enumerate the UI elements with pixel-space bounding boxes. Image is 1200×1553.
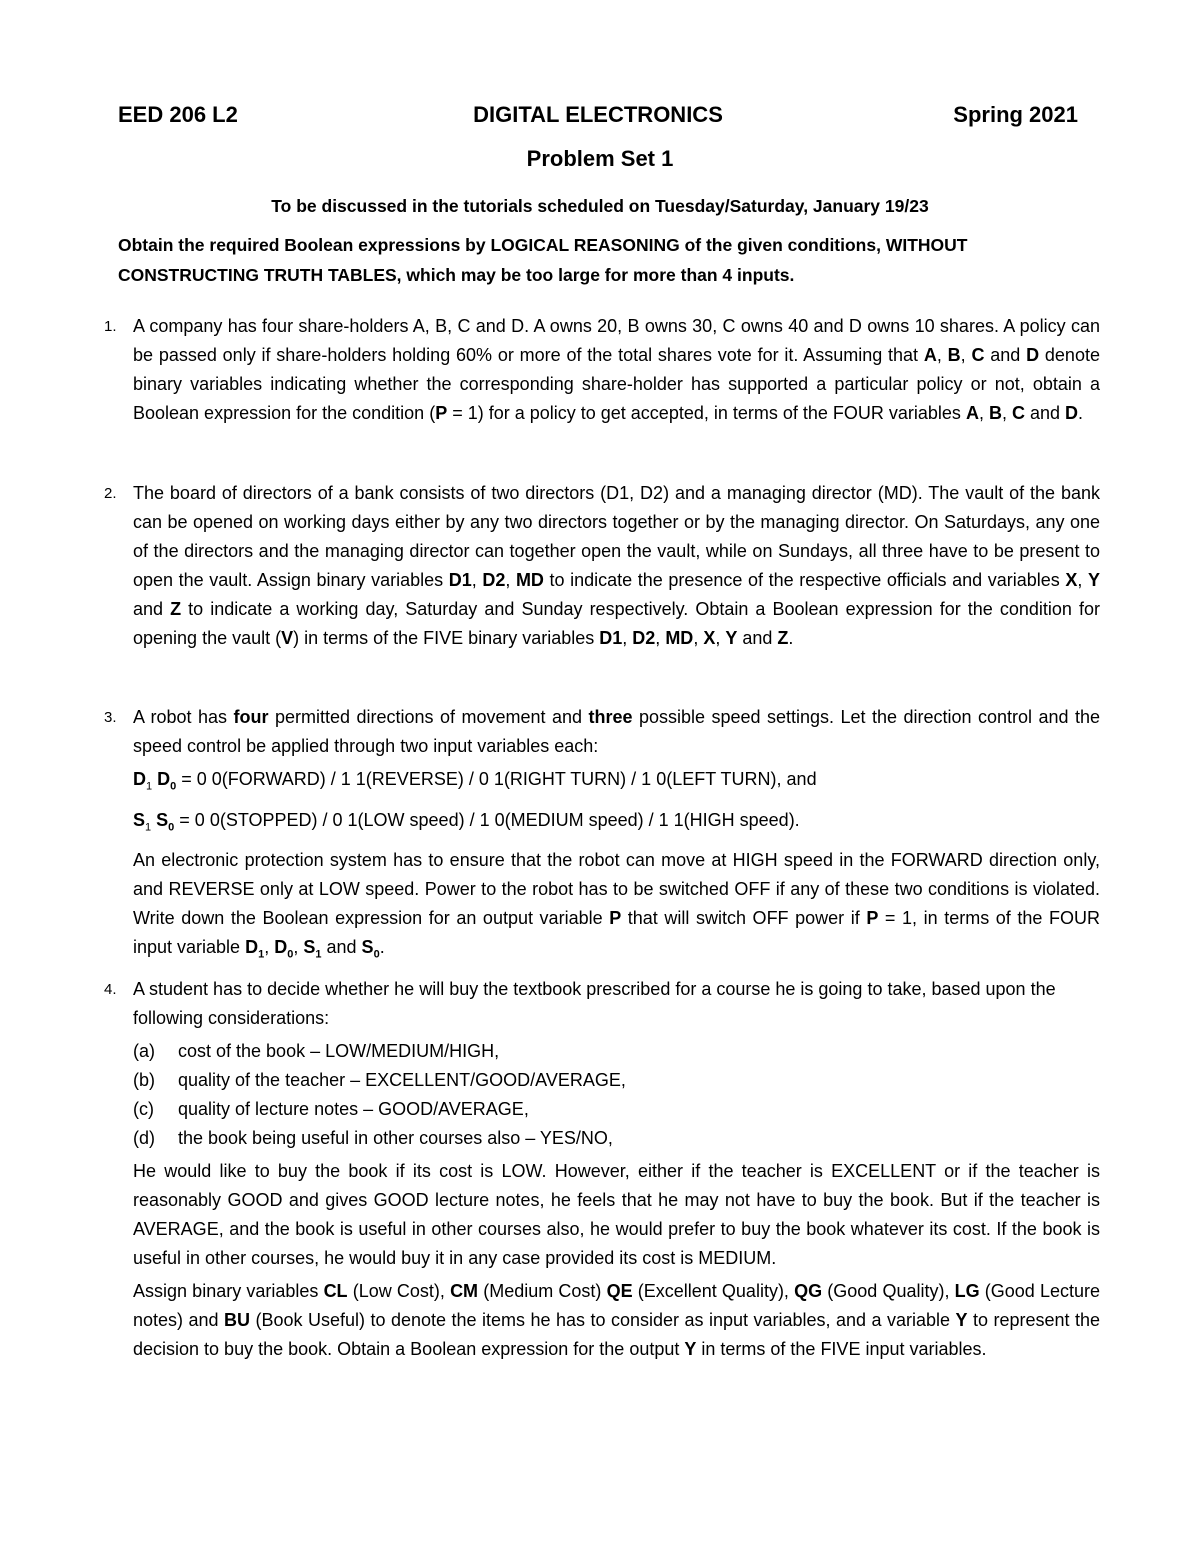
header bbox=[118, 102, 1078, 136]
instructions: Obtain the required Boolean expressions by LOGICAL REASONING of the given conditions, WITHOUT CONSTRUCTING TRUTH TABLES, which may be too large for more than 4 inputs. bbox=[118, 235, 968, 285]
question-text: A robot has four permitted directions of movement and three possible speed settings. Let the direction control and the speed control be applied through two input variables each: bbox=[133, 707, 1100, 756]
option-item: (c) quality of lecture notes – GOOD/AVERAGE, bbox=[133, 1099, 529, 1119]
option-item: (b) quality of the teacher – EXCELLENT/GOOD/AVERAGE, bbox=[133, 1070, 626, 1090]
course-code: EED 206 L2 bbox=[118, 102, 238, 127]
question-text: The board of directors of a bank consists of two directors (D1, D2) and a managing director (MD). The vault of the bank can be opened on working days either by any two directors together or by the managing director. On Saturdays, any one of the directors and the managing director can together open the vault, while on Sundays, all three have to be present to open the vault. Assign binary variables D1, D2, MD to indicate the presence of the respective officials and variables X, Y and Z to indicate a working day, Saturday and Sunday respectively. Obtain a Boolean expression for the condition for opening the vault (V) in terms of the FIVE binary variables D1, D2, MD, X, Y and Z. bbox=[133, 483, 1100, 648]
question-assignment: Assign binary variables CL (Low Cost), CM (Medium Cost) QE (Excellent Quality), QG (Good Quality), LG (Good Lecture notes) and BU (Book Useful) to denote the items he has to consider as input variables, and a variable Y to represent the decision to buy the book. Obtain a Boolean expression for the output Y in terms of the FIVE input variables. bbox=[133, 1281, 1101, 1359]
question-4 bbox=[104, 975, 1100, 1364]
question-text: A company has four share-holders A, B, C and D. A owns 20, B owns 30, C owns 40 and D owns 10 shares. A policy can be passed only if share-holders holding 60% or more of the total shares vote for it. Assuming that A, B, C and D denote binary variables indicating whether the corresponding share-holder has supported a particular policy or not, obtain a Boolean expression for the condition (P = 1) for a policy to get accepted, in terms of the FOUR variables A, B, C and D. bbox=[133, 316, 1100, 423]
question-text: A student has to decide whether he will buy the textbook prescribed for a course he is going to take, based upon the following considerations: bbox=[133, 979, 1056, 1028]
question-paragraph: He would like to buy the book if its cost is LOW. However, either if the teacher is EXCELLENT or if the teacher is reasonably GOOD and gives GOOD lecture notes, he feels that he may not have to buy the book. But if the teacher is AVERAGE, and the book is useful in other courses also, he would prefer to buy the book whatever its cost. If the book is useful in other courses, he would buy it in any case provided its cost is MEDIUM. bbox=[133, 1161, 1100, 1268]
question-1 bbox=[104, 312, 1100, 428]
course-subject: DIGITAL ELECTRONICS bbox=[473, 102, 723, 127]
question-number: 1. bbox=[104, 318, 117, 335]
question-2 bbox=[104, 479, 1100, 653]
page-title: Problem Set 1 bbox=[526, 146, 674, 171]
option-item: (d) the book being useful in other courses also – YES/NO, bbox=[133, 1128, 613, 1148]
question-text-continued: An electronic protection system has to ensure that the robot can move at HIGH speed in the FORWARD direction only, and REVERSE only at LOW speed. Power to the robot has to be switched OFF if any of these two conditions is violated. Write down the Boolean expression for an output variable P that will switch OFF power if P = 1, in terms of the FOUR input variable $D_1$, $D_0$, $S_1$ and $S_0$. bbox=[133, 850, 1100, 961]
option-item: (a) cost of the book – LOW/MEDIUM/HIGH, bbox=[133, 1041, 500, 1061]
speed-encoding: $S_1$ $S_0 = 0$ 0(STOPPED) / 0 1(LOW speed) / 1 0(MEDIUM speed) / 1 1(HIGH speed). bbox=[133, 809, 800, 834]
question-number: 4. bbox=[104, 981, 117, 998]
term: Spring 2021 bbox=[953, 102, 1078, 127]
question-3 bbox=[104, 703, 1100, 970]
direction-encoding: $D_1$ $D_0 = 0$ 0(FORWARD) / 1 1(REVERSE) / 0 1(RIGHT TURN) / 1 0(LEFT TURN), and bbox=[133, 769, 817, 793]
options-list bbox=[133, 1037, 1100, 1153]
page-subtitle: To be discussed in the tutorials scheduled on Tuesday/Saturday, January 19/23 bbox=[271, 196, 929, 216]
question-number: 3. bbox=[104, 709, 117, 726]
question-number: 2. bbox=[104, 485, 117, 502]
